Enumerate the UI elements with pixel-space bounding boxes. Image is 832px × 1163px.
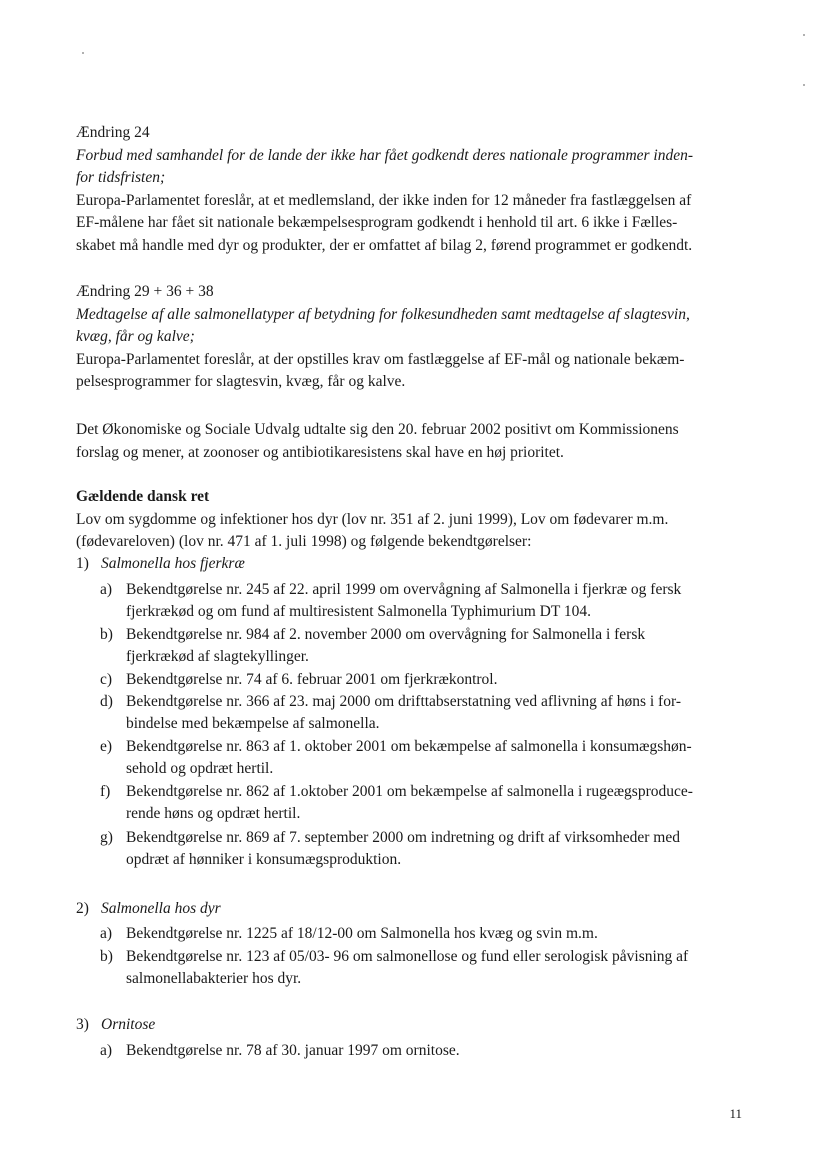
item-label: f) bbox=[100, 783, 111, 800]
item-label: b) bbox=[100, 626, 113, 643]
section-heading: Gældende dansk ret bbox=[76, 488, 210, 505]
amendment-29-block bbox=[76, 281, 744, 394]
amendment-body: skabet må handle med dyr og produkter, der er omfattet af bilag 2, førend programmet er godkendt. bbox=[76, 236, 693, 254]
amendment-title: Forbud med samhandel for de lande der ikke har fået godkendt deres nationale programmer inden- bbox=[76, 146, 694, 164]
item-text: Bekendtgørelse nr. 863 af 1. oktober 2001 om bekæmpelse af salmonella i konsumægshøn- bbox=[126, 738, 692, 755]
amendment-title: kvæg, får og kalve; bbox=[76, 328, 195, 345]
section-3 bbox=[76, 1014, 744, 1064]
item-label: d) bbox=[100, 693, 113, 710]
item-label: g) bbox=[100, 829, 113, 846]
item-label: a) bbox=[100, 1042, 113, 1059]
item-label: c) bbox=[100, 671, 113, 688]
amendment-body: Europa-Parlamentet foreslår, at et medlemsland, der ikke inden for 12 måneder fra fastlæggelsen af bbox=[76, 191, 692, 209]
committee-line: Det Økonomiske og Sociale Udvalg udtalte sig den 20. februar 2002 positivt om Kommissionens bbox=[76, 421, 679, 438]
item-text: fjerkrækød af slagtekyllinger. bbox=[126, 648, 309, 665]
item-text: Bekendtgørelse nr. 869 af 7. september 2000 om indretning og drift af virksomheder med bbox=[126, 829, 680, 846]
law-block bbox=[76, 486, 744, 554]
section-title: Ornitose bbox=[101, 1016, 156, 1033]
amendment-heading: Ændring 24 bbox=[76, 124, 150, 141]
section-1 bbox=[76, 553, 744, 873]
item-label: a) bbox=[100, 925, 113, 942]
item-text: Bekendtgørelse nr. 245 af 22. april 1999 om overvågning af Salmonella i fjerkræ og fersk bbox=[126, 581, 682, 598]
section-number: 3) bbox=[76, 1016, 89, 1033]
item-text: Bekendtgørelse nr. 862 af 1.oktober 2001 om bekæmpelse af salmonella i rugeægsproduce- bbox=[126, 783, 693, 800]
scan-speck bbox=[803, 84, 805, 86]
amendment-body: Europa-Parlamentet foreslår, at der opstilles krav om fastlæggelse af EF-mål og nationale bekæm- bbox=[76, 350, 685, 368]
item-text: opdræt af hønniker i konsumægsproduktion. bbox=[126, 851, 402, 868]
item-text: Bekendtgørelse nr. 366 af 23. maj 2000 om drifttabserstatning ved aflivning af høns i for- bbox=[126, 693, 681, 710]
section-number: 1) bbox=[76, 555, 89, 572]
item-text: Bekendtgørelse nr. 1225 af 18/12-00 om Salmonella hos kvæg og svin m.m. bbox=[126, 925, 598, 942]
section-title: Salmonella hos fjerkræ bbox=[101, 555, 245, 572]
page-number: 11 bbox=[729, 1106, 742, 1121]
item-text: bindelse med bekæmpelse af salmonella. bbox=[126, 715, 380, 732]
committee-line: forslag og mener, at zoonoser og antibiotikaresistens skal have en høj prioritet. bbox=[76, 443, 564, 461]
scan-speck bbox=[803, 34, 805, 36]
item-text: Bekendtgørelse nr. 123 af 05/03- 96 om salmonellose og fund eller serologisk påvisning af bbox=[126, 948, 689, 965]
item-text: Bekendtgørelse nr. 78 af 30. januar 1997 om ornitose. bbox=[126, 1042, 460, 1059]
item-text: Bekendtgørelse nr. 74 af 6. februar 2001 om fjerkrækontrol. bbox=[126, 671, 498, 688]
amendment-body: EF-målene har fået sit nationale bekæmpelsesprogram godkendt i henhold til art. 6 ikke i Fælles- bbox=[76, 214, 678, 231]
item-label: a) bbox=[100, 581, 113, 598]
section-2 bbox=[76, 898, 744, 993]
section-number: 2) bbox=[76, 900, 89, 917]
law-text: Lov om sygdomme og infektioner hos dyr (lov nr. 351 af 2. juni 1999), Lov om fødevarer m.m. bbox=[76, 510, 669, 528]
amendment-body: pelsesprogrammer for slagtesvin, kvæg, får og kalve. bbox=[76, 373, 406, 390]
section-title: Salmonella hos dyr bbox=[101, 900, 221, 917]
item-text: rende høns og opdræt hertil. bbox=[126, 805, 301, 822]
item-label: b) bbox=[100, 948, 113, 965]
item-text: Bekendtgørelse nr. 984 af 2. november 2000 om overvågning for Salmonella i fersk bbox=[126, 626, 646, 643]
law-text: (fødevareloven) (lov nr. 471 af 1. juli 1998) og følgende bekendtgørelser: bbox=[76, 533, 532, 550]
item-label: e) bbox=[100, 738, 113, 755]
item-text: fjerkrækød og om fund af multiresistent Salmonella Typhimurium DT 104. bbox=[126, 603, 592, 620]
scan-speck bbox=[82, 52, 84, 54]
item-text: salmonellabakterier hos dyr. bbox=[126, 970, 302, 987]
amendment-heading: Ændring 29 + 36 + 38 bbox=[76, 283, 214, 300]
amendment-24-block bbox=[76, 122, 744, 257]
amendment-title: for tidsfristen; bbox=[76, 169, 166, 186]
item-text: sehold og opdræt hertil. bbox=[126, 760, 274, 777]
amendment-title: Medtagelse af alle salmonellatyper af betydning for folkesundheden samt medtagelse af slagtesvin, bbox=[76, 305, 690, 323]
committee-paragraph bbox=[76, 419, 744, 464]
